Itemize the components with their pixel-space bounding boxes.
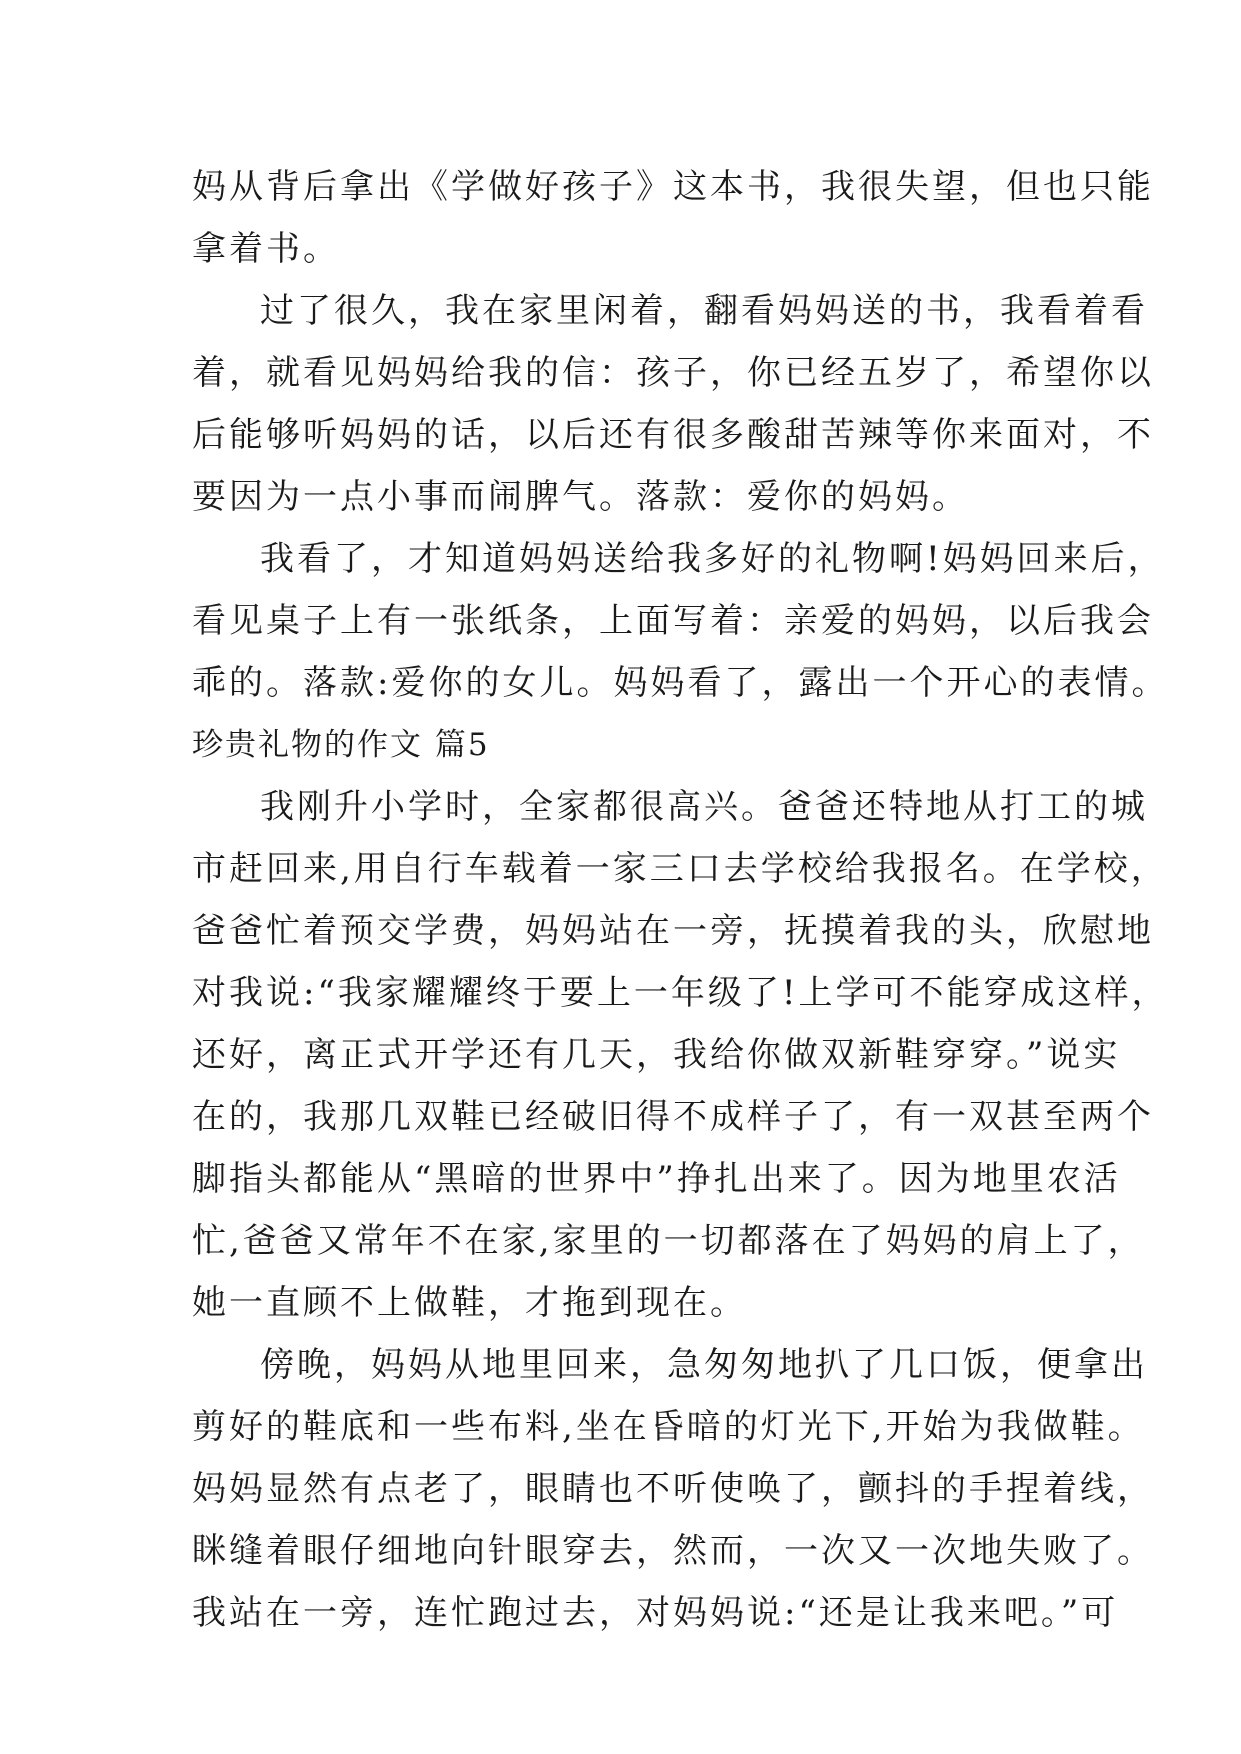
text-line: 后能够听妈妈的话，以后还有很多酸甜苦辣等你来面对，不 [192,415,1154,455]
text-line: 乖的。落款:爱你的女儿。妈妈看了，露出一个开心的表情。 [192,663,1169,703]
text-line: 眯缝着眼仔细地向针眼穿去，然而，一次又一次地失败了。 [192,1531,1154,1571]
document-page [192,156,1169,1644]
text-line: 爸爸忙着预交学费，妈妈站在一旁，抚摸着我的头，欣慰地 [192,911,1154,951]
text-line: 忙,爸爸又常年不在家,家里的一切都落在了妈妈的肩上了， [192,1221,1145,1261]
text-line: 还好，离正式开学还有几天，我给你做双新鞋穿穿。”说实 [192,1035,1121,1075]
text-line: 我看了，才知道妈妈送给我多好的礼物啊!妈妈回来后， [260,539,1165,579]
text-line: 傍晚，妈妈从地里回来，急匆匆地扒了几口饭，便拿出 [260,1345,1148,1385]
text-line: 脚指头都能从“黑暗的世界中”挣扎出来了。因为地里农活 [192,1159,1121,1199]
section-heading: 珍贵礼物的作文 篇5 [192,727,490,763]
text-line: 我刚升小学时，全家都很高兴。爸爸还特地从打工的城 [260,787,1148,827]
text-line: 妈从背后拿出《学做好孩子》这本书，我很失望，但也只能 [192,167,1154,207]
text-line: 在的，我那几双鞋已经破旧得不成样子了，有一双甚至两个 [192,1097,1154,1137]
document-body [192,156,1169,1644]
text-line: 着，就看见妈妈给我的信：孩子，你已经五岁了，希望你以 [192,353,1154,393]
text-line: 我站在一旁，连忙跑过去，对妈妈说:“还是让我来吧。”可 [192,1593,1119,1633]
text-line: 要因为一点小事而闹脾气。落款：爱你的妈妈。 [192,477,969,517]
text-line: 拿着书。 [192,229,340,269]
text-line: 对我说:“我家耀耀终于要上一年级了!上学可不能穿成这样， [192,973,1169,1013]
text-line: 妈妈显然有点老了，眼睛也不听使唤了，颤抖的手捏着线， [192,1469,1154,1509]
text-line: 过了很久，我在家里闲着，翻看妈妈送的书，我看着看 [260,291,1148,331]
text-line: 市赶回来,用自行车载着一家三口去学校给我报名。在学校， [192,849,1168,889]
text-line: 看见桌子上有一张纸条，上面写着：亲爱的妈妈，以后我会 [192,601,1154,641]
text-line: 剪好的鞋底和一些布料,坐在昏暗的灯光下,开始为我做鞋。 [192,1407,1145,1447]
text-line: 她一直顾不上做鞋，才拖到现在。 [192,1283,747,1323]
